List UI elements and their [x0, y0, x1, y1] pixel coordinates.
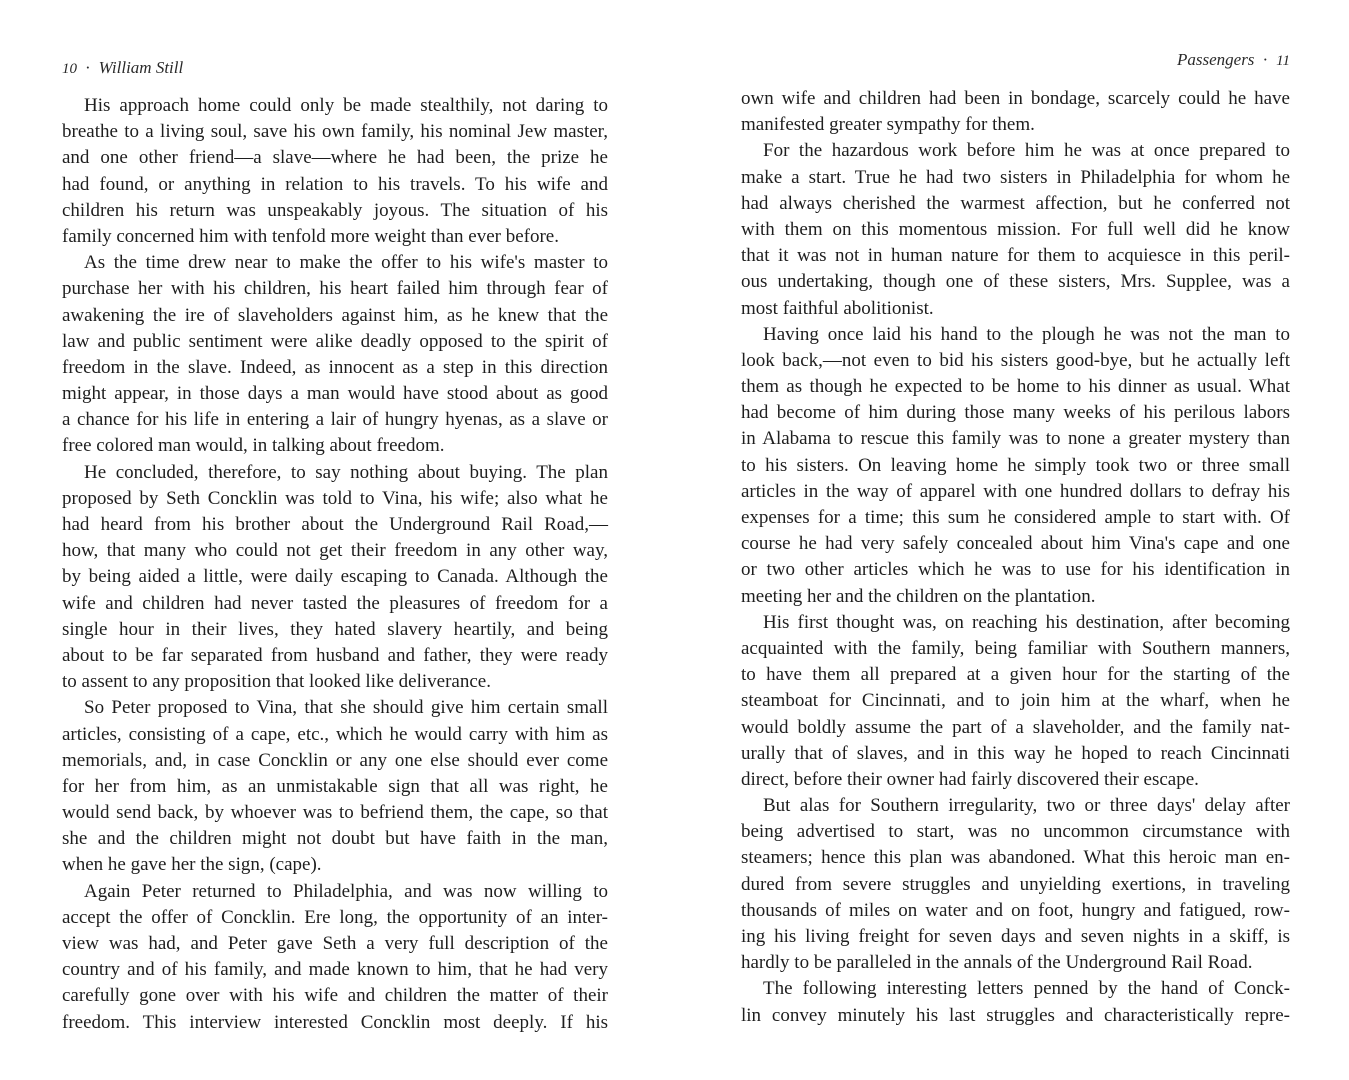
text-line: by being aided a little, were daily escaping to Canada. Although the — [62, 566, 608, 588]
text-line: that it was not in human nature for them to acquiesce in this peril- — [741, 245, 1290, 267]
text-line: when he gave her the sign, (cape). — [62, 854, 322, 876]
text-line: being advertised to start, was no uncommon circumstance with — [741, 821, 1290, 843]
text-line: to assent to any proposition that looked like deliverance. — [62, 671, 491, 693]
text-line: had heard from his brother about the Underground Rail Road,— — [62, 514, 608, 535]
text-line: lin convey minutely his last struggles and characteristically repre- — [741, 1004, 1290, 1026]
text-line: she and the children might not doubt but have faith in the man, — [62, 828, 608, 850]
right-running-head — [1177, 50, 1290, 70]
text-line: single hour in their lives, they hated slavery heartily, and being — [62, 618, 608, 640]
text-line: how, that many who could not get their freedom in any other way, — [62, 540, 608, 562]
text-line: Having once laid his hand to the plough he was not the man to — [763, 323, 1290, 345]
text-line: breathe to a living soul, save his own family, his nominal Jew master, — [62, 121, 608, 143]
running-head-title: Passengers — [1176, 50, 1255, 69]
text-line: course he had very safely concealed about him Vina's cape and one — [741, 533, 1290, 555]
left-body-text — [62, 93, 608, 1036]
text-line: would boldly assume the part of a slaveholder, and the family nat- — [741, 716, 1290, 738]
text-line: His first thought was, on reaching his destination, after becoming — [763, 611, 1290, 633]
header-separator: · — [85, 58, 91, 77]
text-line: had become of him during those many weeks of his perilous labors — [741, 402, 1290, 424]
text-line: to have them all prepared at a given hour for the starting of the — [741, 664, 1290, 686]
text-line: Again Peter returned to Philadelphia, and was now willing to — [84, 880, 608, 902]
running-head-title: William Still — [98, 58, 184, 77]
text-line: awakening the ire of slaveholders against him, as he knew that the — [62, 304, 608, 326]
text-line: had found, or anything in relation to his travels. To his wife and — [62, 173, 608, 195]
text-line: manifested greater sympathy for them. — [741, 114, 1035, 136]
text-line: For the hazardous work before him he was at once prepared to — [763, 140, 1290, 162]
text-line: to his sisters. On leaving home he simply took two or three small — [741, 454, 1290, 476]
text-line: accept the offer of Concklin. Ere long, the opportunity of an inter- — [62, 906, 608, 928]
header-separator: · — [1262, 50, 1269, 69]
text-line: and one other friend—a slave—where he had been, the prize he — [62, 147, 608, 169]
text-line: acquainted with the family, being familiar with Southern manners, — [741, 637, 1290, 659]
text-line: ing his living freight for seven days and seven nights in a skiff, is — [741, 926, 1290, 947]
text-line: law and public sentiment were alike deadly opposed to the spirit of — [62, 330, 608, 352]
text-line: family concerned him with tenfold more weight than ever before. — [62, 225, 559, 247]
text-line: As the time drew near to make the offer to his wife's master to — [84, 252, 608, 274]
text-line: own wife and children had been in bondage, scarcely could he have — [741, 88, 1290, 109]
text-line: proposed by Seth Concklin was told to Vina, his wife; also what he — [62, 487, 608, 509]
text-line: dured from severe struggles and unyielding exertions, in traveling — [741, 873, 1290, 895]
text-line: country and of his family, and made known to him, that he had very — [62, 959, 608, 981]
text-line: steamers; hence this plan was abandoned. What this heroic man en- — [741, 847, 1290, 869]
text-line: But alas for Southern irregularity, two or three days' delay after — [763, 795, 1290, 817]
text-line: steamboat for Cincinnati, and to join him at the wharf, when he — [741, 690, 1290, 712]
text-line: free colored man would, in talking about freedom. — [62, 435, 445, 457]
text-line: ous undertaking, though one of these sisters, Mrs. Supplee, was a — [741, 271, 1290, 293]
text-line: for her from him, as an unmistakable sign that all was right, he — [62, 775, 608, 797]
text-line: a chance for his life in entering a lair of hungry hyenas, as a slave or — [62, 409, 608, 431]
right-body-text — [741, 86, 1290, 1029]
text-line: He concluded, therefore, to say nothing about buying. The plan — [84, 461, 608, 483]
text-line: The following interesting letters penned by the hand of Conck- — [763, 978, 1290, 1000]
text-line: urally that of slaves, and in this way he hoped to reach Cincinnati — [741, 742, 1290, 764]
text-line: articles, consisting of a cape, etc., which he would carry with him as — [62, 723, 608, 745]
text-line: expenses for a time; this sum he considered ample to start with. Of — [741, 507, 1290, 528]
text-line: look back,—not even to bid his sisters good-bye, but he actually left — [741, 349, 1290, 371]
left-page — [62, 0, 608, 1080]
text-line: had always cherished the warmest affection, but he conferred not — [741, 192, 1290, 214]
text-line: thousands of miles on water and on foot, hungry and fatigued, row- — [741, 899, 1290, 921]
text-line: So Peter proposed to Vina, that she should give him certain small — [84, 697, 608, 719]
left-running-head — [62, 58, 183, 78]
text-line: might appear, in those days a man would have stood about as good — [62, 383, 608, 405]
text-line: freedom in the slave. Indeed, as innocent as a step in this direction — [62, 356, 608, 378]
text-line: meeting her and the children on the plantation. — [741, 585, 1096, 607]
page-number: 10 — [62, 61, 77, 77]
text-line: children his return was unspeakably joyous. The situation of his — [62, 199, 608, 221]
text-line: direct, before their owner had fairly discovered their escape. — [741, 768, 1199, 790]
text-line: with them on this momentous mission. For full well did he know — [741, 218, 1290, 240]
text-line: wife and children had never tasted the pleasures of freedom for a — [62, 592, 608, 614]
text-line: memorials, and, in case Concklin or any one else should ever come — [62, 749, 608, 771]
text-line: purchase her with his children, his heart failed him through fear of — [62, 278, 608, 300]
text-line: hardly to be paralleled in the annals of the Underground Rail Road. — [741, 952, 1253, 974]
text-line: them as though he expected to be home to his dinner as usual. What — [741, 376, 1290, 398]
text-line: carefully gone over with his wife and children the matter of their — [62, 985, 608, 1007]
text-line: His approach home could only be made stealthily, not daring to — [84, 95, 608, 116]
text-line: freedom. This interview interested Concklin most deeply. If his — [62, 1011, 608, 1033]
text-line: view was had, and Peter gave Seth a very full description of the — [62, 933, 608, 954]
text-line: or two other articles which he was to use for his identification in — [741, 559, 1290, 581]
text-line: most faithful abolitionist. — [741, 297, 934, 319]
text-line: make a start. True he had two sisters in Philadelphia for whom he — [741, 166, 1290, 188]
text-line: articles in the way of apparel with one hundred dollars to defray his — [741, 480, 1290, 502]
text-line: about to be far separated from husband and father, they were ready — [62, 644, 608, 666]
text-line: would send back, by whoever was to befriend them, the cape, so that — [62, 802, 608, 824]
text-line: in Alabama to rescue this family was to none a greater mystery than — [741, 428, 1290, 450]
right-page — [741, 0, 1290, 1080]
page-number: 11 — [1276, 53, 1290, 69]
